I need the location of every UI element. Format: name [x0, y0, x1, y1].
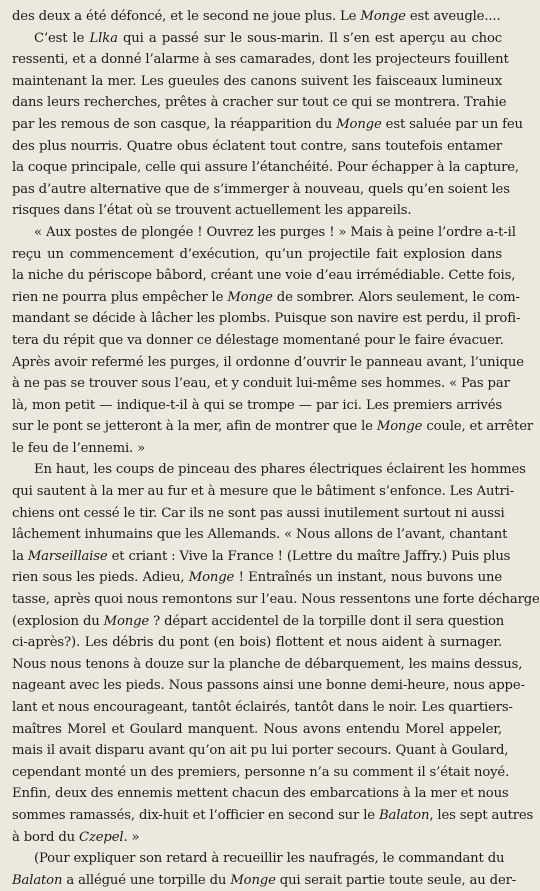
- text-span: risques dans l’état où se trouvent actuellement les appareils.: [12, 203, 412, 219]
- text-line: [12, 114, 523, 136]
- text-line: [12, 200, 502, 222]
- paragraph: [12, 222, 534, 460]
- text-line: [12, 524, 508, 546]
- text-span: et criant : Vive la France ! (Lettre du maître Jaffry.) Puis plus: [107, 548, 511, 564]
- text-span: reçu un commencement d’exécution, qu’un projectile fait explosion dans: [12, 246, 502, 262]
- text-line: [12, 611, 505, 633]
- text-span: rien sous les pieds. Adieu,: [12, 570, 189, 586]
- text-span: le feu de l’ennemi. »: [12, 440, 146, 456]
- paragraph: [12, 459, 540, 848]
- italic-text: Czepel: [79, 829, 124, 845]
- text-line: [12, 6, 502, 28]
- text-span: pas d’autre alternative que de s’immerger à nouveau, quels qu’en soient les: [12, 181, 510, 197]
- text-line: [12, 179, 510, 201]
- text-line: [12, 157, 519, 179]
- text-line: [12, 92, 507, 114]
- text-line: [12, 740, 509, 762]
- italic-text: Monge: [188, 570, 235, 586]
- text-span: à ne pas se trouver sous l’eau, et y conduit lui-même ses hommes. « Pas par: [12, 376, 510, 392]
- text-span: mais il avait disparu avant qu’on ait pu lui porter secours. Quant à Goulard,: [12, 743, 509, 759]
- text-span: par les remous de son casque, la réapparition du: [12, 116, 337, 132]
- text-span: la: [12, 548, 28, 564]
- text-line: [12, 136, 502, 158]
- text-line: [12, 675, 525, 697]
- text-line: [12, 459, 526, 481]
- text-line: [12, 244, 502, 266]
- italic-text: Balaton: [379, 807, 430, 823]
- text-span: ? départ accidentel de la torpille dont il sera question: [149, 613, 505, 629]
- text-span: est saluée par un feu: [381, 116, 523, 132]
- text-span: sommes ramassés, dix-huit et l’officier en second sur le: [12, 807, 379, 823]
- italic-text: Balaton: [12, 872, 63, 888]
- text-line: [12, 416, 534, 438]
- text-span: tasse, après quoi nous remontons sur l’eau. Nous ressentons une forte décharge: [12, 592, 540, 608]
- text-line: [12, 567, 502, 589]
- text-span: qui serait partie toute seule, au der-: [275, 872, 517, 888]
- text-span: ci-après?). Les débris du pont (en bois) flottent et nous aident à surnager.: [12, 635, 502, 651]
- text-line: [12, 481, 514, 503]
- text-span: (explosion du: [12, 613, 104, 629]
- text-line: [12, 330, 502, 352]
- italic-text: Monge: [336, 116, 382, 132]
- text-span: qui a passé sur le sous-marin. Il s’en est aperçu au choc: [117, 30, 502, 46]
- text-line: [12, 827, 502, 849]
- text-line: [12, 265, 516, 287]
- text-span: , les sept autres: [429, 807, 534, 823]
- text-line: [12, 503, 505, 525]
- text-span: Enfin, deux des ennemis mettent chacun des embarcations à la mer et nous: [12, 786, 509, 802]
- text-span: a allégué une torpille du: [62, 872, 231, 888]
- text-line: [12, 697, 513, 719]
- text-line: [12, 438, 502, 460]
- text-line: [12, 654, 523, 676]
- text-span: ressenti, et a donné l’alarme à ses camarades, dont les projecteurs fouillent: [12, 52, 509, 68]
- text-line: [12, 352, 524, 374]
- text-span: Nous nous tenons à douze sur la planche de débarquement, les mains dessus,: [12, 656, 523, 672]
- text-line: [12, 719, 502, 741]
- text-line: [12, 632, 502, 654]
- text-span: la niche du périscope bâbord, créant une voie d’eau irrémédiable. Cette fois,: [12, 268, 516, 284]
- text-span: est aveugle....: [405, 9, 501, 24]
- italic-text: Monge: [103, 613, 150, 629]
- text-span: rien ne pourra plus empêcher le: [12, 289, 228, 305]
- text-span: Après avoir refermé les purges, il ordonne d’ouvrir le panneau avant, l’unique: [12, 354, 524, 370]
- text-span: cependant monté un des premiers, personne n’a su comment il s’était noyé.: [12, 764, 510, 780]
- italic-text: Monge: [230, 872, 276, 888]
- text-span: C’est le: [34, 30, 90, 46]
- text-line: [12, 783, 509, 805]
- text-span: . »: [123, 829, 140, 845]
- text-span: chiens ont cessé le tir. Car ils ne sont pas aussi inutilement surtout ni aussi: [12, 505, 505, 521]
- text-span: « Aux postes de plongée ! Ouvrez les purges ! » Mais à peine l’ordre a-t-il: [34, 224, 516, 240]
- paragraph: [12, 848, 517, 891]
- text-span: ! Entraînés un instant, nous buvons une: [234, 570, 502, 586]
- paragraph: [12, 28, 523, 222]
- text-span: à bord du: [12, 829, 80, 845]
- italic-text: Monge: [376, 419, 423, 435]
- italic-text: Monge: [360, 9, 406, 24]
- text-line: [12, 373, 510, 395]
- text-span: (Pour expliquer son retard à recueillir les naufragés, le commandant du: [34, 851, 505, 867]
- text-line: [12, 848, 505, 870]
- text-line: [12, 589, 540, 611]
- text-line: [12, 395, 502, 417]
- text-line: [12, 28, 502, 50]
- text-line: [12, 308, 521, 330]
- text-span: lant et nous encourageant, tantôt éclairés, tantôt dans le noir. Les quartiers-: [12, 700, 513, 715]
- text-span: sur le pont se jetteront à la mer, afin de montrer que le: [12, 419, 377, 435]
- paragraph: [12, 6, 502, 28]
- text-span: coule, et arrêter: [422, 419, 534, 435]
- text-span: des plus nourris. Quatre obus éclatent tout contre, sans toutefois entamer: [12, 138, 502, 154]
- text-span: dans leurs recherches, prêtes à cracher sur tout ce qui se montrera. Trahie: [12, 95, 507, 111]
- italic-text: Monge: [227, 289, 273, 305]
- text-line: [12, 222, 516, 244]
- text-line: [12, 805, 534, 827]
- italic-text: Marseillaise: [27, 548, 108, 564]
- text-line: [12, 71, 502, 93]
- text-span: des deux a été défoncé, et le second ne joue plus. Le: [12, 9, 361, 24]
- text-span: maîtres Morel et Goulard manquent. Nous avons entendu Morel appeler,: [12, 721, 502, 737]
- text-span: nageant avec les pieds. Nous passons ainsi une bonne demi-heure, nous appe-: [12, 678, 525, 694]
- text-line: [12, 49, 509, 71]
- text-span: qui sautent à la mer au fur et à mesure que le bâtiment s’enfonce. Les Autri-: [12, 484, 514, 500]
- text-line: [12, 287, 520, 309]
- text-span: tera du répit que va donner ce délestage momentané pour le faire évacuer.: [12, 332, 504, 348]
- text-line: [12, 870, 517, 891]
- text-line: [12, 762, 510, 784]
- text-span: là, mon petit — indique-t-il à qui se trompe — par ici. Les premiers arrivés: [12, 397, 502, 413]
- italic-text: Llka: [89, 30, 118, 46]
- text-span: mandant se décide à lâcher les plombs. Puisque son navire est perdu, il profi-: [12, 311, 521, 327]
- text-span: En haut, les coups de pinceau des phares électriques éclairent les hommes: [34, 462, 526, 478]
- text-span: maintenant la mer. Les gueules des canons suivent les faisceaux lumineux: [12, 73, 502, 89]
- text-span: la coque principale, celle qui assure l’étanchéité. Pour échapper à la capture,: [12, 160, 519, 176]
- text-span: lâchement inhumains que les Allemands. « Nous allons de l’avant, chantant: [12, 527, 508, 543]
- text-span: de sombrer. Alors seulement, le com-: [272, 289, 520, 305]
- text-line: [12, 546, 511, 568]
